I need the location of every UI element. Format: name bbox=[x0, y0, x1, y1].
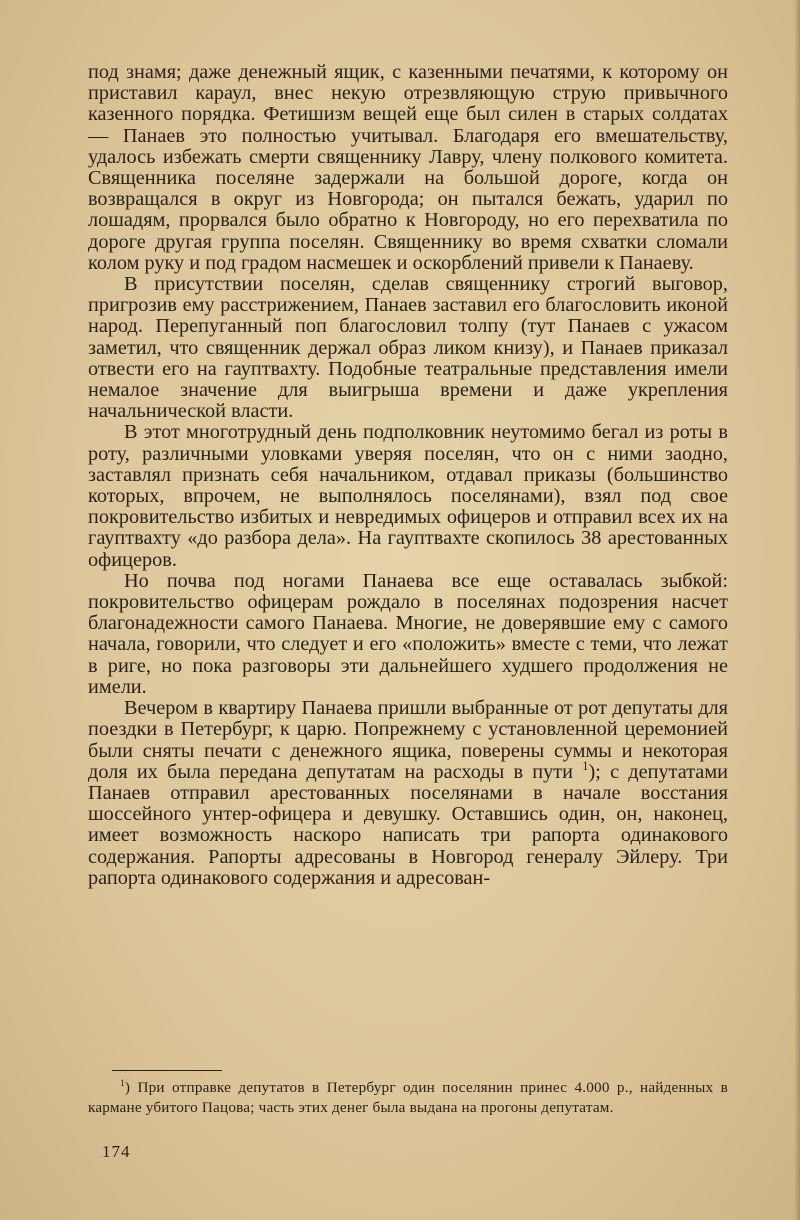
page-edge-shadow bbox=[794, 0, 800, 1220]
footnote-reference: 1 bbox=[582, 758, 589, 773]
footnote-text: ) При отправке депутатов в Петербург один поселянин принес 4.000 р., найденных в кармане убитого Пацова; часть этих денег была выдана на прогоны депутатам. bbox=[88, 1079, 728, 1116]
paragraph-1: под знамя; даже денежный ящик, с казенными печатями, к которому он приставил караул, внес некую отрезвляющую струю привычного казенного порядка. Фетишизм вещей еще был силен в старых солдатах — Панаев это полностью учитывал. Благодаря его вмешательству, удалось избежать смерти священнику Лавру, члену полкового комитета. Священника поселяне задержали на большой дороге, когда он возвращался в округ из Новгорода; он пытался бежать, ударил по лошадям, прорвался было обратно к Новгороду, но его перехватила по дороге другая группа поселян. Священнику во время схватки сломали колом руку и под градом насмешек и оскорблений привели к Панаеву. bbox=[88, 61, 728, 274]
paragraph-5-text-a: Вечером в квартиру Панаева пришли выбранные от рот депутаты для поездки в Петербург, к царю. Попрежнему с установленной церемонией были сняты печати с денежного ящика, поверены суммы и некоторая доля их была передана депутатам на расходы в пути bbox=[88, 697, 728, 783]
page-number: 174 bbox=[102, 1142, 131, 1161]
footnote-1 bbox=[88, 1078, 728, 1118]
footnote-divider bbox=[112, 1070, 222, 1071]
paragraph-5 bbox=[88, 698, 728, 889]
footnote-marker: 1 bbox=[120, 1078, 125, 1089]
paragraph-4: Но почва под ногами Панаева все еще оставалась зыбкой: покровительство офицерам рождало в поселянах подозрения насчет благонадежности самого Панаева. Многие, не доверявшие ему с самого начала, говорили, что следует и его «положить» вместе с теми, что лежат в риге, но пока разговоры эти дальнейшего худшего продолжения не имели. bbox=[88, 569, 728, 698]
paragraph-5-text-b: ); с депутатами Панаев отправил арестованных поселянами в начале восстания шоссейного унтер-офицера и девушку. Оставшись один, он, наконец, имеет возможность наскоро написать три рапорта одинакового содержания. Рапорты адресованы в Новгород генералу Эйлеру. Три рапорта одинакового содержания и адресован- bbox=[88, 760, 729, 889]
paragraph-2: В присутствии поселян, сделав священнику строгий выговор, пригрозив ему расстрижением, Панаев заставил его благословить иконой народ. Перепуганный поп благословил толпу (тут Панаев с ужасом заметил, что священник держал образ ликом книзу), и Панаев приказал отвести его на гауптвахту. Подобные театральные представления имели немалое значение для выигрыша времени и даже укрепления начальнической власти. bbox=[88, 273, 728, 423]
body-text bbox=[88, 62, 728, 889]
footnotes bbox=[88, 1078, 728, 1118]
paragraph-3: В этот многотрудный день подполковник неутомимо бегал из роты в роту, различными уловками уверяя поселян, что он с ними заодно, заставлял признать себя начальником, отдавал приказы (большинство которых, впрочем, не выполнялось поселянами), взял под свое покровительство избитых и невредимых офицеров и отправил всех их на гауптвахту «до разбора дела». На гауптвахте скопилось 38 арестованных офицеров. bbox=[88, 421, 728, 571]
